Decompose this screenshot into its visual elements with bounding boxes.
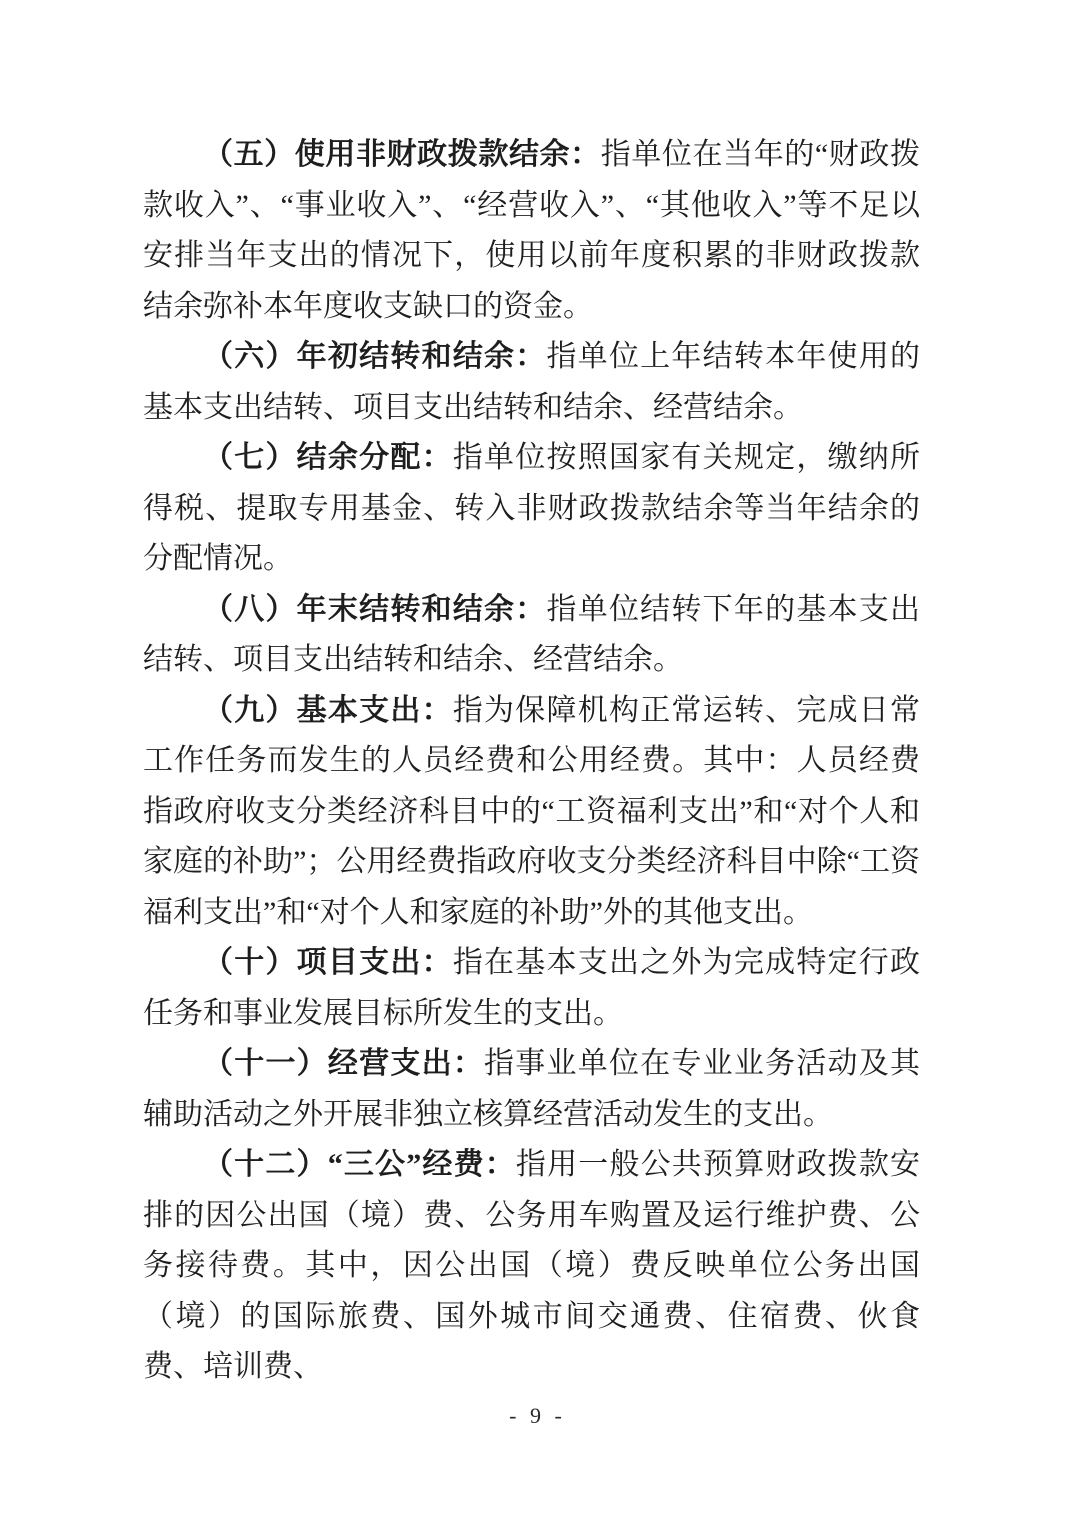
- term-definition: 指在基本支出之外为完成特定行政任务和事业发展目标所发生的支出。: [143, 946, 921, 1030]
- term-definition: 指用一般公共预算财政拨款安排的因公出国（境）费、公务用车购置及运行维护费、公务接待费。其中，因公出国（境）费反映单位公务出国（境）的国际旅费、国外城市间交通费、住宿费、伙食费、培训费、: [143, 1148, 921, 1383]
- term-label: （五）使用非财政拨款结余：: [203, 138, 601, 171]
- definition-paragraph-6: [143, 332, 920, 433]
- definition-paragraph-5: [143, 130, 920, 332]
- term-label: （九）基本支出：: [203, 693, 453, 727]
- term-definition: 指单位在当年的“财政拨款收入”、“事业收入”、“经营收入”、“其他收入”等不足以安排当年支出的情况下，使用以前年度积累的非财政拨款结余弥补本年度收支缺口的资金。: [143, 138, 920, 323]
- term-definition: 指为保障机构正常运转、完成日常工作任务而发生的人员经费和公用经费。其中：人员经费指政府收支分类经济科目中的“工资福利支出”和“对个人和家庭的补助”；公用经费指政府收支分类经济科目中除“工资福利支出”和“对个人和家庭的补助”外的其他支出。: [143, 693, 921, 929]
- term-label: （七）结余分配：: [203, 441, 453, 474]
- definition-paragraph-11: [143, 1039, 920, 1140]
- term-definition: 指单位结转下年的基本支出结转、项目支出结转和结余、经营结余。: [143, 592, 920, 676]
- term-label: （十一）经营支出：: [203, 1047, 485, 1080]
- definition-paragraph-12: [143, 1140, 920, 1393]
- term-definition: 指单位按照国家有关规定，缴纳所得税、提取专用基金、转入非财政拨款结余等当年结余的分配情况。: [143, 441, 921, 575]
- term-label: （十）项目支出：: [203, 946, 453, 979]
- definition-paragraph-7: [143, 433, 920, 585]
- definition-paragraph-10: [143, 938, 920, 1039]
- document-body: [143, 130, 920, 1393]
- page-footer: [0, 1400, 1075, 1432]
- definition-paragraph-8: [143, 585, 920, 686]
- definition-paragraph-9: [143, 686, 920, 939]
- term-label: （六）年初结转和结余：: [203, 340, 547, 373]
- term-label: （八）年末结转和结余：: [203, 592, 547, 626]
- term-label: （十二）“三公”经费：: [203, 1148, 516, 1181]
- term-definition: 指事业单位在专业业务活动及其辅助活动之外开展非独立核算经营活动发生的支出。: [143, 1047, 921, 1131]
- term-definition: 指单位上年结转本年使用的基本支出结转、项目支出结转和结余、经营结余。: [143, 340, 920, 424]
- page-number: - 9 -: [509, 1403, 566, 1428]
